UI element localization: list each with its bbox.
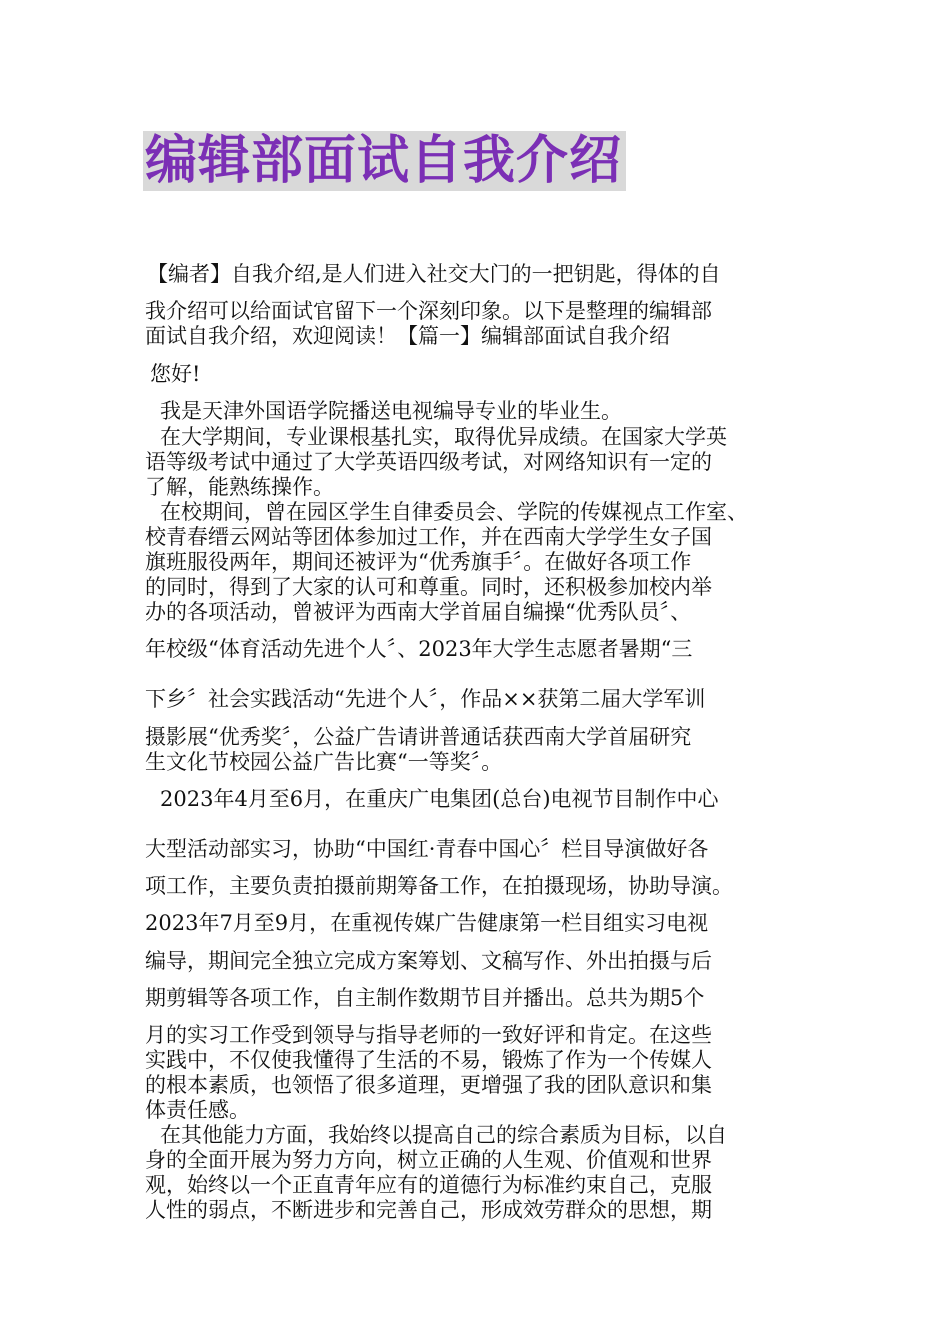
text-line: 在其他能力方面，我始终以提高自己的综合素质为目标，以自 — [160, 1123, 727, 1147]
text-line: 的同时，得到了大家的认可和尊重。同时，还积极参加校内举 — [145, 575, 712, 599]
text-line: 的根本素质，也领悟了很多道理，更增强了我的团队意识和集 — [145, 1073, 712, 1097]
text-line: 月的实习工作受到领导与指导老师的一致好评和肯定。在这些 — [145, 1023, 712, 1047]
text-line: 项工作，主要负责拍摄前期筹备工作，在拍摄现场，协助导演。 — [145, 874, 733, 898]
text-line: 语等级考试中通过了大学英语四级考试，对网络知识有一定的 — [145, 450, 712, 474]
text-line: 2023年7月至9月，在重视传媒广告健康第一栏目组实习电视 — [145, 911, 709, 935]
text-line: 人性的弱点，不断进步和完善自己，形成效劳群众的思想，期 — [145, 1198, 712, 1222]
text-line: 身的全面开展为努力方向，树立正确的人生观、价值观和世界 — [145, 1148, 712, 1172]
text-line: 2023年4月至6月，在重庆广电集团(总台)电视节目制作中心 — [160, 787, 719, 811]
text-line: 下乡〞社会实践活动“先进个人〞，作品××获第二届大学军训 — [145, 687, 706, 711]
text-line: 【编者】自我介绍,是人们进入社交大门的一把钥匙，得体的自 — [147, 262, 721, 286]
text-line: 办的各项活动，曾被评为西南大学首届自编操“优秀队员〞、 — [145, 600, 692, 624]
text-line: 了解，能熟练操作。 — [145, 475, 334, 499]
text-line: 在校期间，曾在园区学生自律委员会、学院的传媒视点工作室、 — [160, 500, 748, 524]
text-line: 体责任感。 — [145, 1098, 250, 1122]
text-line: 在大学期间，专业课根基扎实，取得优异成绩。在国家大学英 — [160, 425, 727, 449]
text-line: 我介绍可以给面试官留下一个深刻印象。以下是整理的编辑部 — [145, 299, 712, 323]
text-line: 观，始终以一个正直青年应有的道德行为标准约束自己，克服 — [145, 1173, 712, 1197]
text-line: 年校级“体育活动先进个人〞、2023年大学生志愿者暑期“三 — [145, 637, 693, 661]
text-line: 实践中，不仅使我懂得了生活的不易，锻炼了作为一个传媒人 — [145, 1048, 712, 1072]
document-title: 编辑部面试自我介绍 — [143, 131, 626, 191]
text-line: 校青春缙云网站等团体参加过工作，并在西南大学学生女子国 — [145, 525, 712, 549]
text-line: 摄影展“优秀奖〞，公益广告请讲普通话获西南大学首届研究 — [145, 725, 692, 749]
text-line: 您好! — [150, 362, 201, 386]
text-line: 旗班服役两年，期间还被评为“优秀旗手〞。在做好各项工作 — [145, 550, 692, 574]
text-line: 生文化节校园公益广告比赛“一等奖〞。 — [145, 750, 503, 774]
text-line: 我是天津外国语学院播送电视编导专业的毕业生。 — [160, 399, 622, 423]
text-line: 面试自我介绍，欢迎阅读！【篇一】编辑部面试自我介绍 — [145, 324, 670, 348]
text-line: 编导，期间完全独立完成方案筹划、文稿写作、外出拍摄与后 — [145, 949, 712, 973]
text-line: 期剪辑等各项工作，自主制作数期节目并播出。总共为期5个 — [145, 986, 705, 1010]
text-line: 大型活动部实习，协助“中国红·青春中国心〞栏目导演做好各 — [145, 837, 709, 861]
